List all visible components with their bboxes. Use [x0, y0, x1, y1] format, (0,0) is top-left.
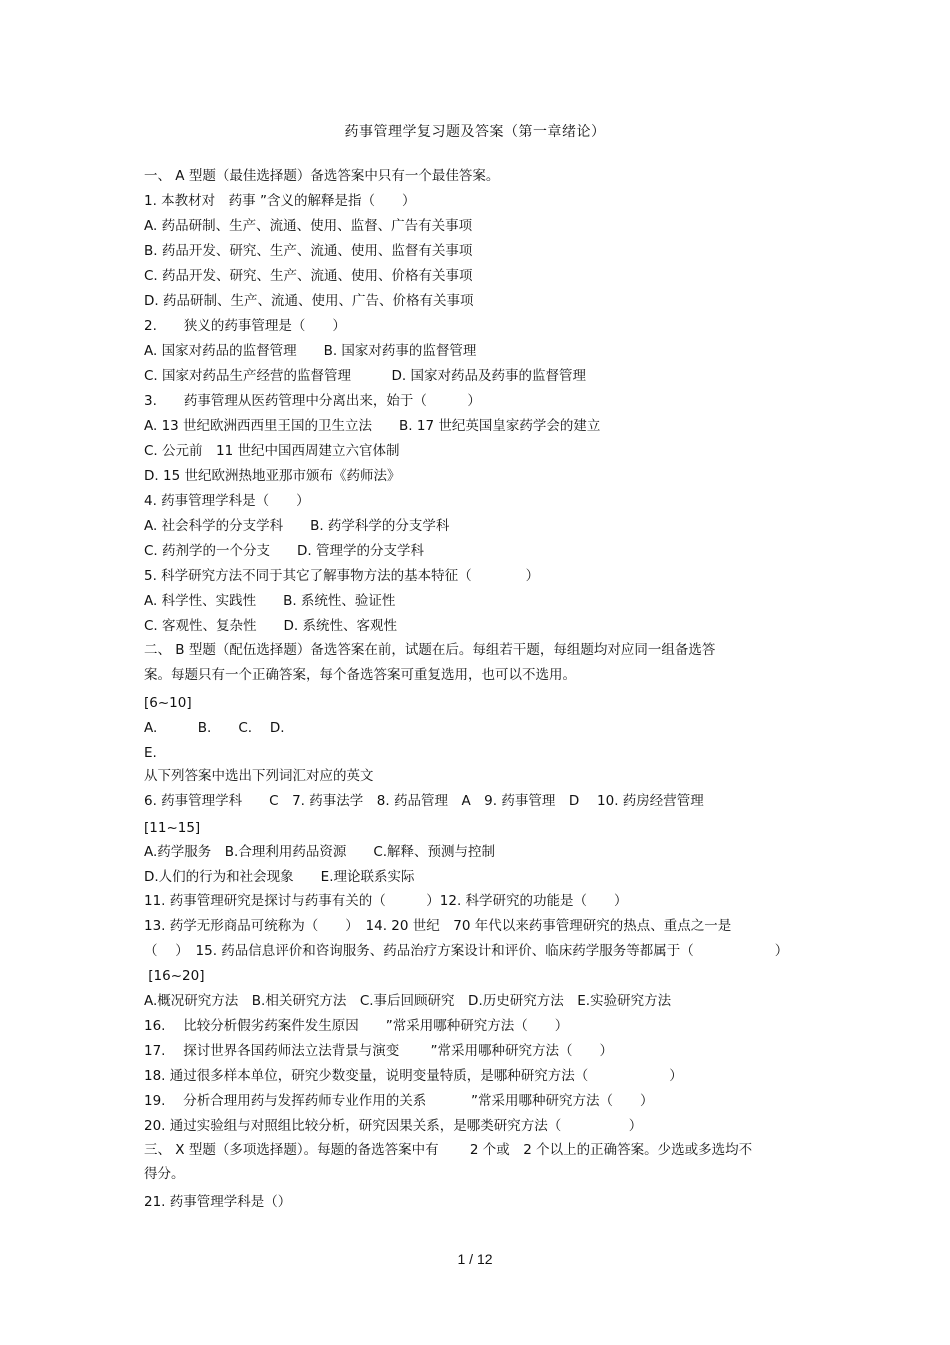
- instruction-line: 从下列答案中选出下列词汇对应的英文: [144, 768, 374, 784]
- question-5: 5. 科学研究方法不同于其它了解事物方法的基本特征（ ）: [144, 568, 540, 584]
- option-line: A. B. C. D.: [144, 720, 285, 736]
- group-label-11-15: [11~15]: [144, 820, 201, 836]
- page-title: 药事管理学复习题及答案（第一章绪论）: [344, 124, 606, 140]
- group-label-6-10: [6~10]: [144, 695, 192, 711]
- section-heading-x-type-cont: 得分。: [144, 1166, 185, 1182]
- question-19: 19. 分析合理用药与发挥药师专业作用的关系 ”常采用哪种研究方法（ ）: [144, 1093, 654, 1109]
- page-number: 1 / 12: [457, 1251, 493, 1267]
- question-15: （ ） 15. 药品信息评价和咨询服务、药品治疗方案设计和评价、临床药学服务等都属于（ ）: [144, 943, 789, 959]
- question-17: 17. 探讨世界各国药师法立法背景与演变 ”常采用哪种研究方法（ ）: [144, 1043, 614, 1059]
- option-line: C. 国家对药品生产经营的监督管理 D. 国家对药品及药事的监督管理: [144, 368, 586, 384]
- option-line: A.概况研究方法 B.相关研究方法 C.事后回顾研究 D.历史研究方法 E.实验研究方法: [144, 993, 672, 1009]
- questions-6-10: 6. 药事管理学科 C 7. 药事法学 8. 药品管理 A 9. 药事管理 D 10. 药房经营管理: [144, 793, 704, 809]
- questions-11-12: 11. 药事管理研究是探讨与药事有关的（ ）12. 科学研究的功能是（ ）: [144, 893, 628, 909]
- group-label-16-20: [16~20]: [144, 968, 205, 984]
- option-line: A. 药品研制、生产、流通、使用、监督、广告有关事项: [144, 218, 473, 234]
- option-line: A. 社会科学的分支学科 B. 药学科学的分支学科: [144, 518, 450, 534]
- section-heading-x-type: 三、 X 型题（多项选择题）。每题的备选答案中有 2 个或 2 个以上的正确答案。少选或多选均不: [144, 1142, 753, 1158]
- option-line: B. 药品开发、研究、生产、流通、使用、监督有关事项: [144, 243, 473, 259]
- option-line: C. 药剂学的一个分支 D. 管理学的分支学科: [144, 543, 424, 559]
- question-16: 16. 比较分析假劣药案件发生原因 ”常采用哪种研究方法（ ）: [144, 1018, 569, 1034]
- question-4: 4. 药事管理学科是（ ）: [144, 493, 310, 509]
- option-line: A. 国家对药品的监督管理 B. 国家对药事的监督管理: [144, 343, 477, 359]
- section-heading-a-type: 一、 A 型题（最佳选择题）备选答案中只有一个最佳答案。: [144, 168, 500, 184]
- section-heading-b-type-cont: 案。每题只有一个正确答案，每个备选答案可重复选用，也可以不选用。: [144, 667, 576, 683]
- option-line: A. 科学性、实践性 B. 系统性、验证性: [144, 593, 396, 609]
- question-18: 18. 通过很多样本单位，研究少数变量，说明变量特质，是哪种研究方法（ ）: [144, 1068, 683, 1084]
- question-20: 20. 通过实验组与对照组比较分析，研究因果关系，是哪类研究方法（ ）: [144, 1118, 643, 1134]
- option-line: C. 客观性、复杂性 D. 系统性、客观性: [144, 618, 397, 634]
- section-heading-b-type: 二、 B 型题（配伍选择题）备选答案在前，试题在后。每组若干题，每组题均对应同一组备选答: [144, 642, 716, 658]
- question-3: 3. 药事管理从医药管理中分离出来，始于（ ）: [144, 393, 481, 409]
- option-line: A.药学服务 B.合理利用药品资源 C.解释、预测与控制: [144, 844, 496, 860]
- option-line: A. 13 世纪欧洲西西里王国的卫生立法 B. 17 世纪英国皇家药学会的建立: [144, 418, 601, 434]
- questions-13-14: 13. 药学无形商品可统称为（ ） 14. 20 世纪 70 年代以来药事管理研究的热点、重点之一是: [144, 918, 732, 934]
- option-line: D. 15 世纪欧洲热地亚那市颁布《药师法》: [144, 468, 401, 484]
- option-line: D.人们的行为和社会现象 E.理论联系实际: [144, 869, 415, 885]
- option-line: E.: [144, 745, 157, 761]
- option-line: C. 公元前 11 世纪中国西周建立六官体制: [144, 443, 400, 459]
- question-21: 21. 药事管理学科是（）: [144, 1194, 292, 1210]
- option-line: D. 药品研制、生产、流通、使用、广告、价格有关事项: [144, 293, 474, 309]
- question-1: 1. 本教材对 药事 ”含义的解释是指（ ）: [144, 193, 416, 209]
- option-line: C. 药品开发、研究、生产、流通、使用、价格有关事项: [144, 268, 473, 284]
- question-2: 2. 狭义的药事管理是（ ）: [144, 318, 346, 334]
